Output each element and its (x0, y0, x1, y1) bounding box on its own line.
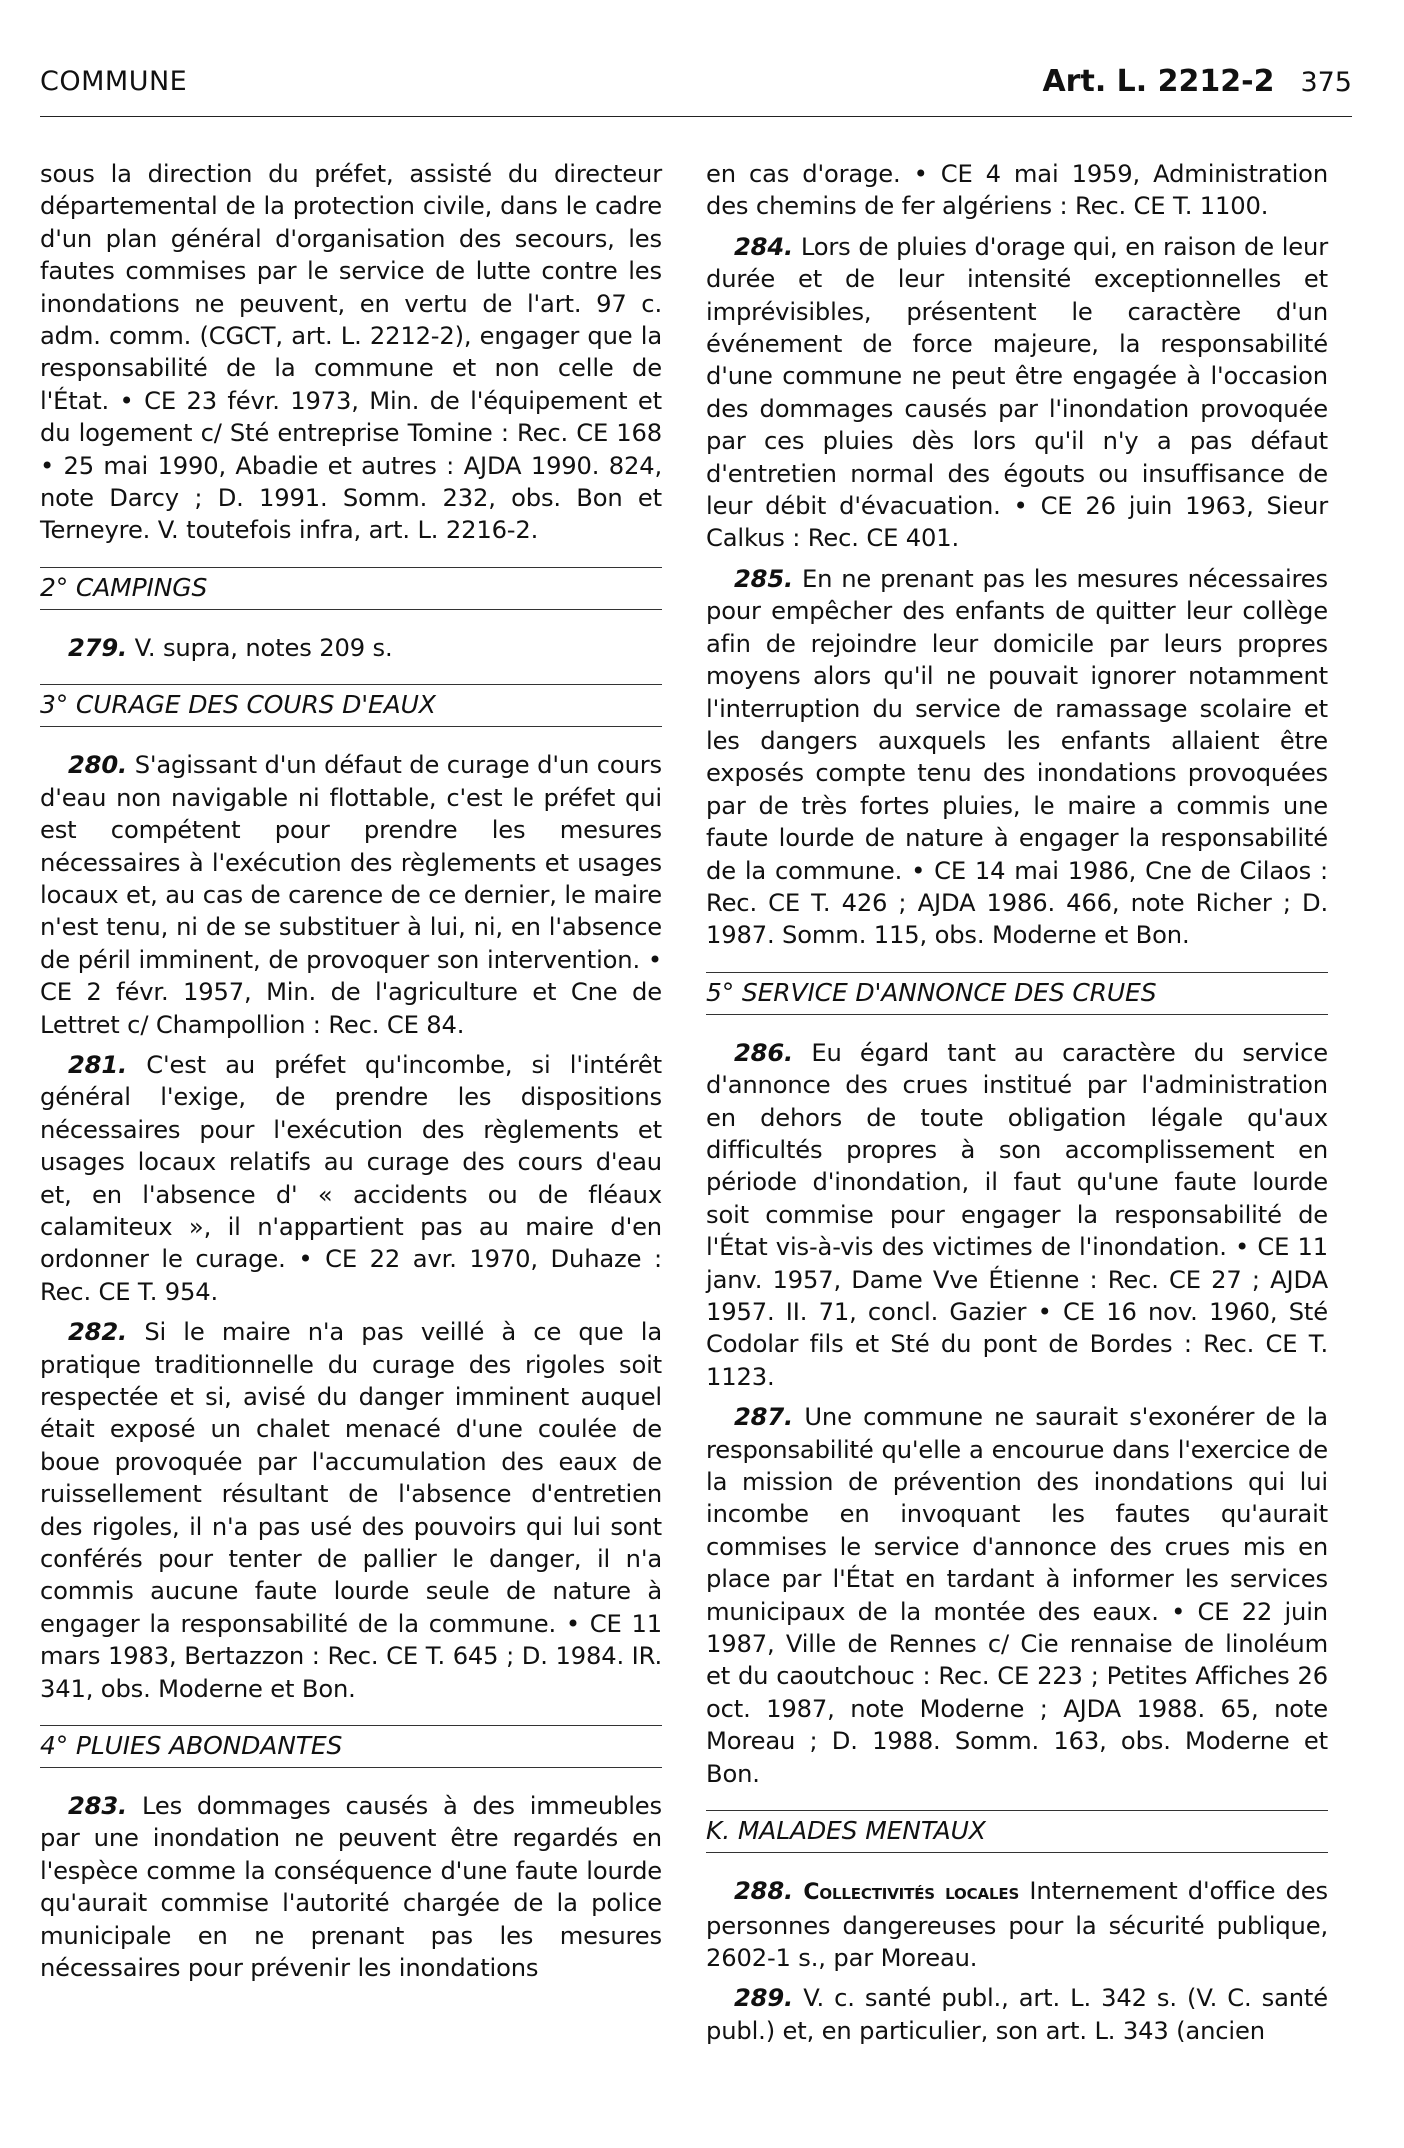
header-title: COMMUNE (40, 66, 188, 97)
note-text: V. c. santé publ., art. L. 342 s. (V. C. santé publ.) et, en particulier, son art. L. 343 (ancien (706, 1984, 1328, 2045)
note-number: 279. (68, 633, 128, 662)
note-text: En ne prenant pas les mesures nécessaires pour empêcher des enfants de quitter leur collège afin de rejoindre leur domicile par leurs propres moyens alors qu'il ne pouvait ignorer notamment l'interruption du service de ramassage scolaire et les dangers auxquels les enfants allaient être exposés compte tenu des inondations provoquées par de très fortes pluies, le maire a commis une faute lourde de nature à engager la responsabilité de la commune. • CE 14 mai 1986, Cne de Cilaos : Rec. CE T. 426 ; AJDA 1986. 466, note Richer ; D. 1987. Somm. 115, obs. Moderne et Bon. (706, 564, 1328, 950)
section-heading-crues: 5° SERVICE D'ANNONCE DES CRUES (706, 972, 1328, 1015)
note-289 (706, 1982, 1328, 2047)
note-text: Une commune ne saurait s'exonérer de la responsabilité qu'elle a encourue dans l'exercice de la mission de prévention des inondations qui lui incombe en invoquant les fautes qu'aurait commises le service d'annonce des crues mis en place par l'État en tardant à informer les services municipaux de la montée des eaux. • CE 22 juin 1987, Ville de Rennes c/ Cie rennaise de linoléum et du caoutchouc : Rec. CE 223 ; Petites Affiches 26 oct. 1987, note Moderne ; AJDA 1988. 65, note Moreau ; D. 1988. Somm. 163, obs. Moderne et Bon. (706, 1403, 1328, 1788)
note-text: V. supra, notes 209 s. (134, 633, 393, 662)
note-288 (706, 1875, 1328, 1974)
note-number: 288. (734, 1877, 794, 1906)
note-text: C'est au préfet qu'incombe, si l'intérêt général l'exige, de prendre les dispositions nécessaires pour l'exécution des règlements et usages locaux relatifs au curage des cours d'eau et, en l'absence d' « accidents ou de fléaux calamiteux », il n'appartient pas au maire d'en ordonner le curage. • CE 22 avr. 1970, Duhaze : Rec. CE T. 954. (40, 1050, 662, 1306)
note-286 (706, 1037, 1328, 1393)
note-283 (40, 1790, 662, 1984)
note-number: 283. (68, 1792, 128, 1821)
note-text: Les dommages causés à des immeubles par une inondation ne peuvent être regardés en l'espèce comme la conséquence d'une faute lourde qu'aurait commise l'autorité chargée de la police municipale en ne prenant pas les mesures nécessaires pour prévenir les inondations (40, 1792, 662, 1983)
section-heading-curage: 3° CURAGE DES COURS D'EAUX (40, 684, 662, 727)
section-heading-campings: 2° CAMPINGS (40, 567, 662, 610)
note-281 (40, 1049, 662, 1308)
note-number: 282. (68, 1318, 128, 1347)
note-285 (706, 563, 1328, 952)
header-reference (1042, 64, 1352, 99)
note-text: Si le maire n'a pas veillé à ce que la pratique traditionnelle du curage des rigoles soit respectée et si, avisé du danger imminent auquel était exposé un chalet menacé d'une coulée de boue provoquée par l'accumulation des eaux de ruissellement résultant de l'absence d'entretien des rigoles, il n'a pas usé des pouvoirs qui lui sont conférés pour tenter de pallier le danger, il n'a commis aucune faute lourde seule de nature à engager la responsabilité de la commune. • CE 11 mars 1983, Bertazzon : Rec. CE T. 645 ; D. 1984. IR. 341, obs. Moderne et Bon. (40, 1318, 662, 1703)
note-text: Eu égard tant au caractère du service d'annonce des crues institué par l'administration en dehors de toute obligation légale qu'aux difficultés propres à son accomplissement en période d'inondation, il faut qu'une faute lourde soit commise pour engager la responsabilité de l'État vis-à-vis des victimes de l'inondation. • CE 11 janv. 1957, Dame Vve Étienne : Rec. CE 27 ; AJDA 1957. II. 71, concl. Gazier • CE 16 nov. 1960, Sté Codolar fils et Sté du pont de Bordes : Rec. CE T. 1123. (706, 1038, 1328, 1391)
note-number: 281. (68, 1050, 128, 1079)
note-287 (706, 1401, 1328, 1790)
note-279 (40, 632, 662, 664)
note-number: 286. (734, 1038, 794, 1067)
right-column (706, 158, 1328, 2047)
note-number: 280. (68, 751, 128, 780)
note-number: 284. (734, 232, 794, 261)
running-header (40, 64, 1352, 117)
note-number: 287. (734, 1403, 794, 1432)
page-number: 375 (1300, 67, 1352, 98)
note-text: Lors de pluies d'orage qui, en raison de leur durée et de leur intensité exceptionnelles et imprévisibles, présentent le caractère d'un événement de force majeure, la responsabilité d'une commune ne peut être engagée à l'occasion des dommages causés par l'inondation provoquée par ces pluies dès lors qu'il n'y a pas défaut d'entretien normal des égouts ou insuffisance de leur débit d'évacuation. • CE 26 juin 1963, Sieur Calkus : Rec. CE 401. (706, 232, 1328, 553)
cross-reference-label: Collectivités locales (803, 1880, 1020, 1906)
note-text: S'agissant d'un défaut de curage d'un cours d'eau non navigable ni flottable, c'est le préfet qui est compétent pour prendre les mesures nécessaires à l'exécution des règlements et usages locaux et, au cas de carence de ce dernier, le maire n'est tenu, ni de se substituer à lui, ni, en l'absence de péril imminent, de provoquer son intervention. • CE 2 févr. 1957, Min. de l'agriculture et Cne de Lettret c/ Champollion : Rec. CE 84. (40, 751, 662, 1039)
note-number: 289. (734, 1984, 794, 2013)
intro-paragraph: sous la direction du préfet, assisté du directeur départemental de la protection civile, dans le cadre d'un plan général d'organisation des secours, les fautes commises par le service de lutte contre les inondations ne peuvent, en vertu de l'art. 97 c. adm. comm. (CGCT, art. L. 2212-2), engager que la responsabilité de la commune et non celle de l'État. • CE 23 févr. 1973, Min. de l'équipement et du logement c/ Sté entreprise Tomine : Rec. CE 168 • 25 mai 1990, Abadie et autres : AJDA 1990. 824, note Darcy ; D. 1991. Somm. 232, obs. Bon et Terneyre. V. toutefois infra, art. L. 2216-2. (40, 160, 662, 545)
note-number: 285. (734, 564, 794, 593)
section-heading-pluies: 4° PLUIES ABONDANTES (40, 1725, 662, 1768)
left-column (40, 158, 662, 1985)
section-heading-malades: K. MALADES MENTAUX (706, 1810, 1328, 1853)
note-text: Internement d'office des personnes dangereuses pour la sécurité publique, 2602-1 s., par Moreau. (706, 1877, 1328, 1972)
note-282 (40, 1316, 662, 1705)
header-article: Art. L. 2212-2 (1042, 64, 1275, 99)
note-280 (40, 749, 662, 1041)
note-284 (706, 231, 1328, 555)
continued-paragraph: en cas d'orage. • CE 4 mai 1959, Administration des chemins de fer algériens : Rec. CE T. 1100. (706, 160, 1328, 221)
